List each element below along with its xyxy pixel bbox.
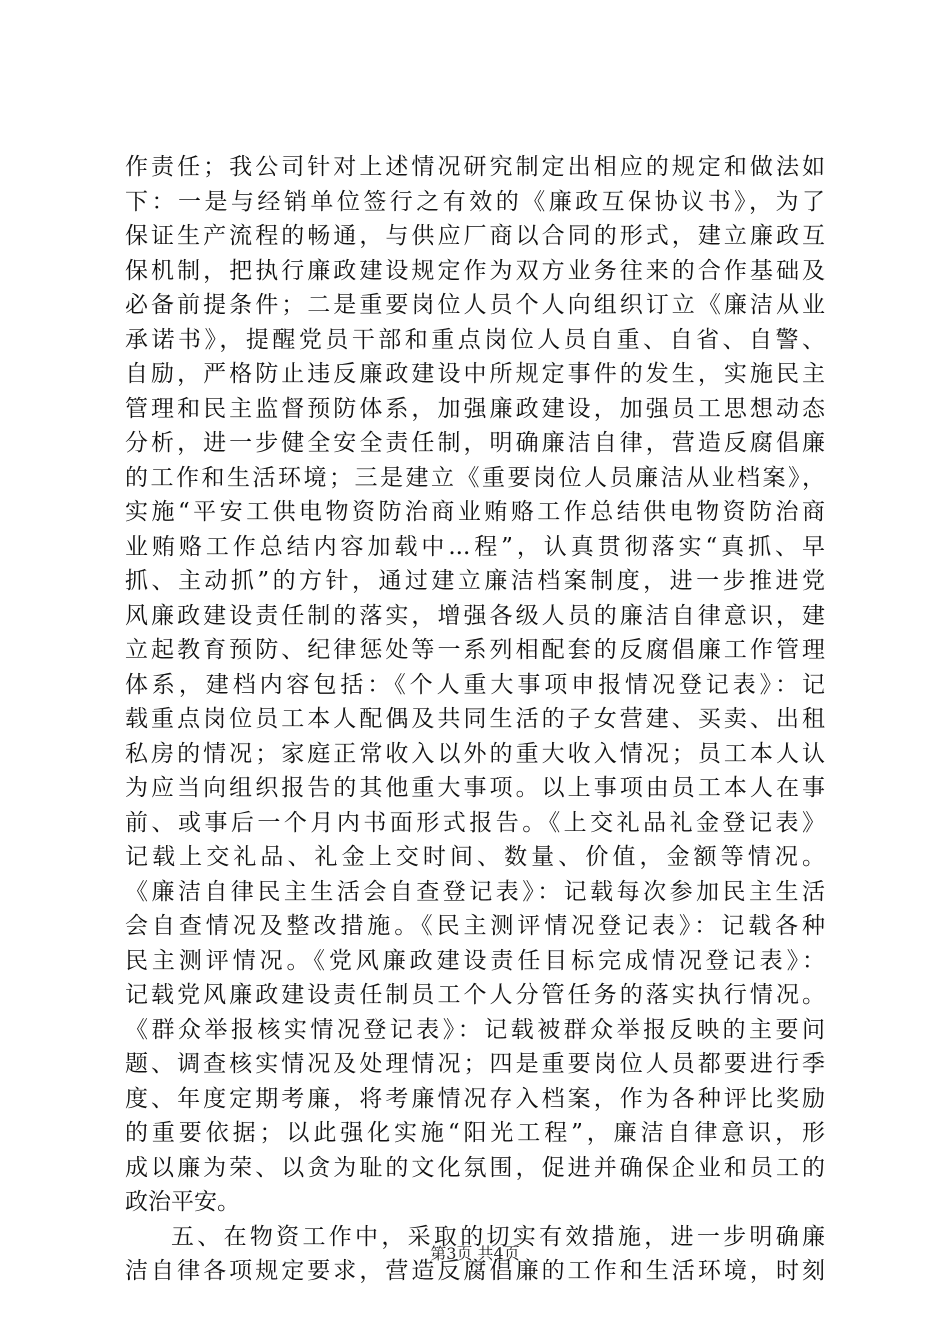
text-line: 前、或事后一个月内书面形式报告。《上交礼品礼金登记表》 xyxy=(125,809,825,836)
text-line: 立起教育预防、纪律惩处等一系列相配套的反腐倡廉工作管理 xyxy=(125,637,825,663)
text-line: 作责任；我公司针对上述情况研究制定出相应的规定和做法如 xyxy=(125,154,825,180)
text-line: 保证生产流程的畅通，与供应厂商以合同的形式，建立廉政互 xyxy=(125,223,825,249)
text-line: 承诺书》，提醒党员干部和重点岗位人员自重、自省、自警、 xyxy=(125,326,825,353)
text-line: 的工作和生活环境；三是建立《重要岗位人员廉洁从业档案》， xyxy=(125,464,825,491)
text-line: 载重点岗位员工本人配偶及共同生活的子女营建、买卖、出租 xyxy=(125,706,825,732)
text-line: 民主测评情况。《党风廉政建设责任目标完成情况登记表》： xyxy=(125,947,825,974)
text-line: 《群众举报核实情况登记表》：记载被群众举报反映的主要问 xyxy=(125,1016,825,1043)
text-line: 自励，严格防止违反廉政建设中所规定事件的发生，实施民主 xyxy=(125,361,825,387)
text-line: 题、调查核实情况及处理情况；四是重要岗位人员都要进行季 xyxy=(125,1051,825,1077)
text-line: 私房的情况；家庭正常收入以外的重大收入情况；员工本人认 xyxy=(125,740,825,767)
page-number-footer: 第3页 共4页 xyxy=(430,1244,520,1263)
text-line: 风廉政建设责任制的落实，增强各级人员的廉洁自律意识，建 xyxy=(125,602,825,629)
text-line: 必备前提条件；二是重要岗位人员个人向组织订立《廉洁从业 xyxy=(125,292,825,318)
text-line: 下：一是与经销单位签行之有效的《廉政互保协议书》，为了 xyxy=(125,188,825,215)
text-line: 会自查情况及整改措施。《民主测评情况登记表》：记载各种 xyxy=(125,913,825,939)
text-line: 记载上交礼品、礼金上交时间、数量、价值，金额等情况。 xyxy=(125,844,825,870)
text-line: 体系，建档内容包括：《个人重大事项申报情况登记表》：记 xyxy=(125,671,825,698)
text-line: 成以廉为荣、以贪为耻的文化氛围，促进并确保企业和员工的 xyxy=(125,1154,825,1181)
text-line: 为应当向组织报告的其他重大事项。以上事项由员工本人在事 xyxy=(125,775,825,801)
text-line: 管理和民主监督预防体系，加强廉政建设，加强员工思想动态 xyxy=(125,395,825,422)
text-line: 五、在物资工作中，采取的切实有效措施，进一步明确廉 xyxy=(171,1223,825,1250)
text-line: 抓、主动抓”的方针，通过建立廉洁档案制度，进一步推进党 xyxy=(125,568,825,594)
text-line: 《廉洁自律民主生活会自查登记表》：记载每次参加民主生活 xyxy=(125,878,825,905)
text-line: 的重要依据；以此强化实施“阳光工程”，廉洁自律意识，形 xyxy=(125,1120,825,1146)
text-line: 实施“平安工供电物资防治商业贿赂工作总结供电物资防治商 xyxy=(125,499,825,525)
text-line: 业贿赂工作总结内容加载中...程”，认真贯彻落实“真抓、早 xyxy=(125,533,825,560)
text-line: 度、年度定期考廉，将考廉情况存入档案，作为各种评比奖励 xyxy=(125,1085,825,1112)
text-line: 保机制，把执行廉政建设规定作为双方业务往来的合作基础及 xyxy=(125,257,825,284)
text-line: 分析，进一步健全安全责任制，明确廉洁自律，营造反腐倡廉 xyxy=(125,430,825,456)
text-line: 政治平安。 xyxy=(125,1189,240,1215)
text-line: 洁自律各项规定要求，营造反腐倡廉的工作和生活环境，时刻 xyxy=(125,1258,825,1284)
body-text xyxy=(125,150,825,1289)
text-line: 记载党风廉政建设责任制员工个人分管任务的落实执行情况。 xyxy=(125,982,825,1008)
